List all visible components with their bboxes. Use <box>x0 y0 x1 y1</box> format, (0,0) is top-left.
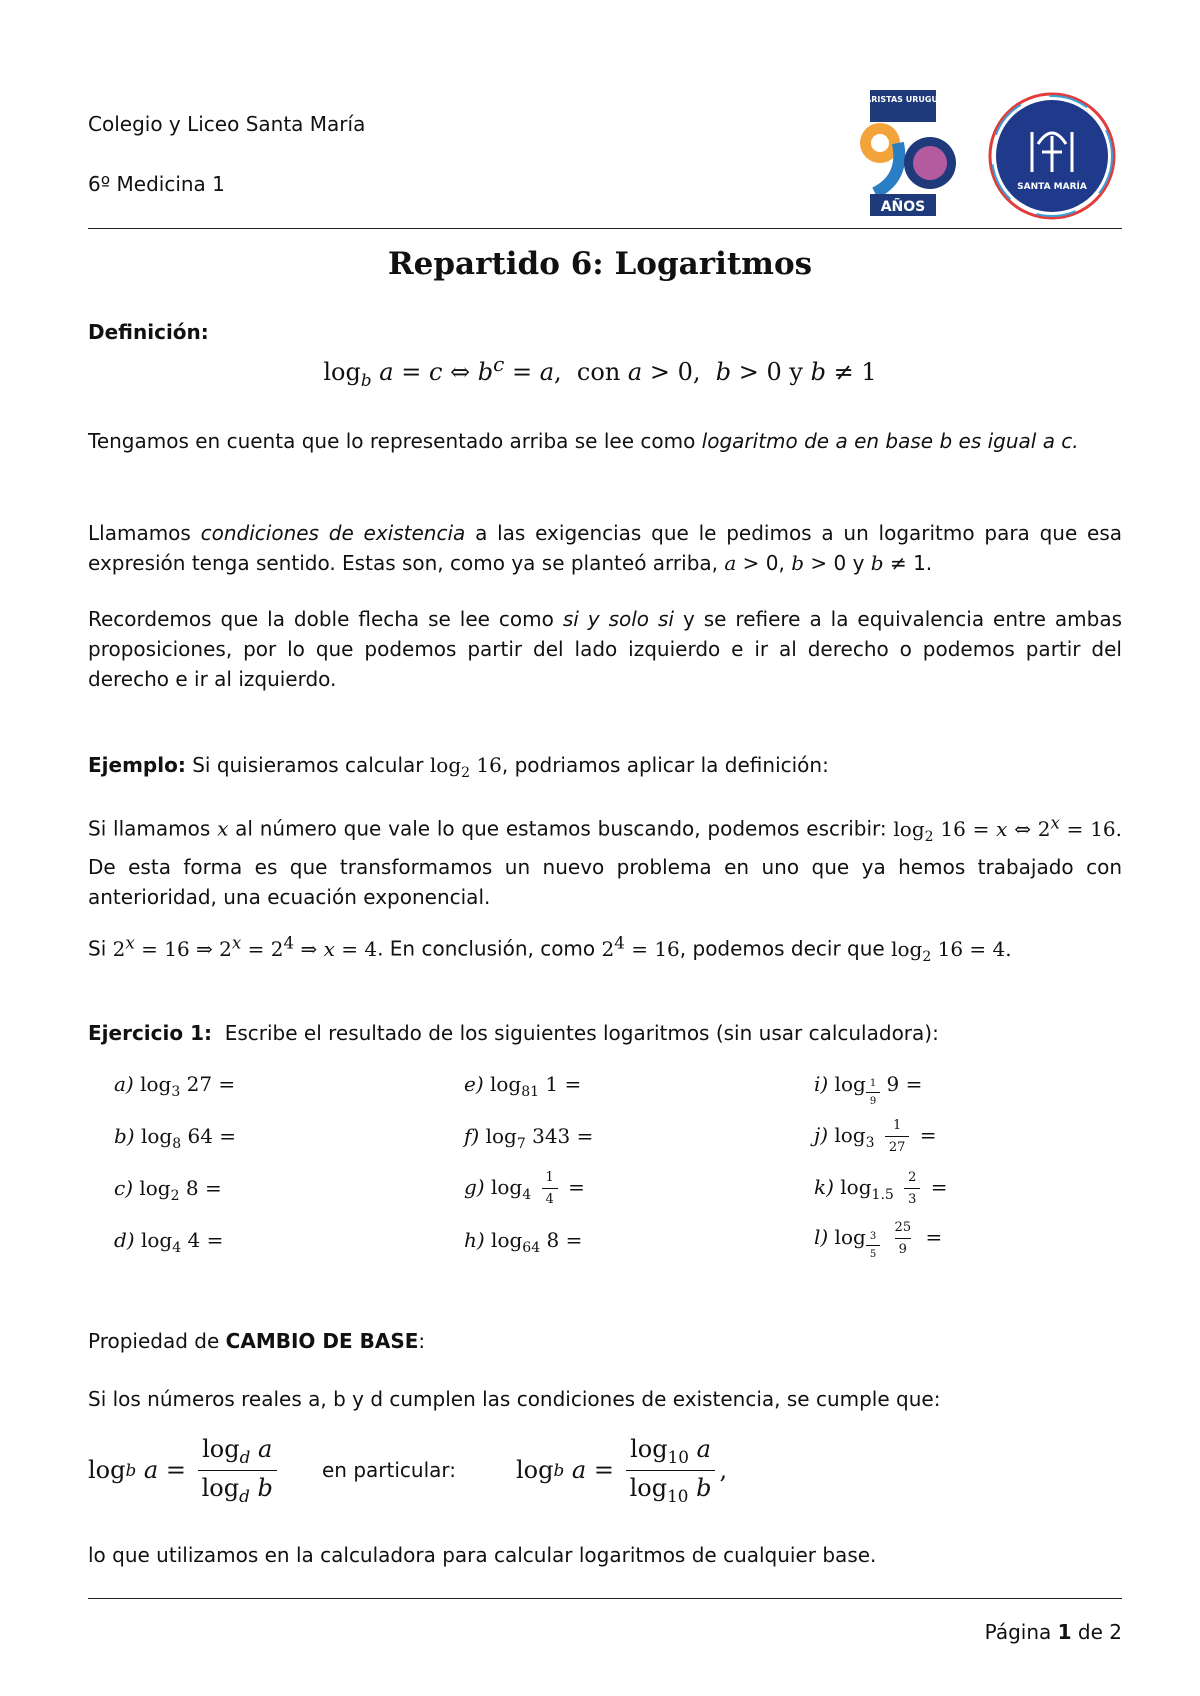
exercise-text: Escribe el resultado de los siguientes logaritmos (sin usar calculadora): <box>224 1021 939 1045</box>
exercise-item-h: h) $\log_{64} 8$ = <box>464 1228 583 1256</box>
exercise-item-d: d) $\log_4 4$ = <box>114 1228 224 1256</box>
page-footer <box>985 1620 1122 1644</box>
santa-maria-logo <box>988 92 1116 220</box>
definition-label: Definición: <box>88 320 209 344</box>
exercise-item-a: a) $\log_3 27$ = <box>114 1072 236 1100</box>
example-line-1: Ejemplo: Si quisieramos calcular $\log_2 16$, podriamos aplicar la definición: <box>88 753 829 781</box>
logo-right-text: SANTA MARÍA <box>1017 182 1087 192</box>
exercise-item-g: g) $\log_4$ $\frac{1}{4}$ = <box>464 1170 585 1207</box>
header-rule <box>88 228 1122 229</box>
example-line4-mid: . En conclusión, como <box>377 936 596 961</box>
exercise-header <box>88 1018 1122 1048</box>
p3-start: Recordemos que la doble flecha se lee como <box>88 607 554 631</box>
class-name: 6º Medicina 1 <box>88 172 225 196</box>
example-line2-start: Si llamamos <box>88 816 211 841</box>
page-title: Repartido 6: Logaritmos <box>387 246 813 282</box>
example-line1-end: , podriamos aplicar la definición: <box>501 753 829 777</box>
paragraph-conditions: Llamamos condiciones de existencia a las exigencias que le pedimos a un logaritmo para que esa expresión tenga sentido. Estas son, como ya se planteó arriba, a > 0, b > 0 y b ≠ 1. <box>88 521 1123 575</box>
footer-rule <box>88 1598 1122 1599</box>
footer-total: 2 <box>1109 1620 1122 1644</box>
change-base-condition: Si los números reales a, b y d cumplen las condiciones de existencia, se cumple que: <box>88 1387 941 1411</box>
p3-italic: si y solo si <box>562 607 674 631</box>
example-line4-mid2: , podemos decir que <box>679 936 885 961</box>
logo-left-top-text: MARISTAS URUGUAY <box>857 95 949 104</box>
change-base-closing: lo que utilizamos en la calculadora para calcular logaritmos de cualquier base. <box>88 1543 877 1567</box>
exercise-item-j: j) $\log_3$ $\frac{1}{27}$ = <box>814 1118 937 1155</box>
exercise-item-f: f) $\log_7 343$ = <box>464 1124 594 1152</box>
example-line2-mid: al número que vale lo que estamos buscando, podemos escribir: <box>235 816 887 841</box>
example-line4-start: Si <box>88 936 107 961</box>
logo-left-bottom-text: AÑOS <box>880 199 926 215</box>
exercise-label: Ejercicio 1: <box>88 1021 212 1045</box>
definition-con: con <box>576 358 621 386</box>
maristas-90-logo <box>850 88 960 218</box>
exercise-item-e: e) $\log_{81} 1$ = <box>464 1072 582 1100</box>
definition-formula: $\log_b a = c$ ⇔ $b^c = a$, con a > 0, b > 0 y b ≠ 1 <box>323 352 877 390</box>
example-label: Ejemplo: <box>88 753 186 777</box>
exercise-item-c: c) $\log_2 8$ = <box>114 1176 222 1204</box>
exercise-item-l: l) log $_{\frac{3}{5}}$ $\frac{25}{9}$ = <box>814 1220 943 1260</box>
p2-italic: condiciones de existencia <box>200 521 466 545</box>
example-line-4: Si $2^x = 16$ ⇒ $2^x = 2^4$ ⇒ x = 4. En conclusión, como $2^4 = 16$, podemos decir que $\log_2 16 = 4$. <box>88 933 1012 965</box>
example-line3: De esta forma es que transformamos un nuevo problema en uno que ya hemos trabajado con anterioridad, una ecuación exponencial. <box>88 854 1122 909</box>
footer-pagina: Página <box>984 1620 1052 1644</box>
footer-de: de <box>1077 1620 1103 1644</box>
paragraph-reading <box>88 426 1122 456</box>
change-base-formula: log b a = $\frac{\log_d a}{\log_d b}$ <box>88 1430 281 1510</box>
paragraph-equivalence <box>88 604 1122 694</box>
change-base-title <box>88 1326 1122 1356</box>
definition-y: y <box>789 358 803 386</box>
example-line-2: Si llamamos x al número que vale lo que estamos buscando, podemos escribir: $\log_2 16 = x$ ⇔ $2^x = 16$. De esta forma es que transformamos un nuevo problema en uno que ya hemos trabajado con anterioridad, una ecuación exponencial. <box>88 813 1123 909</box>
p3-end: y se refiere a la equivalencia entre ambas proposiciones, por lo que podemos partir del lado izquierdo e ir al derecho o podemos partir del derecho e ir al izquierdo. <box>88 607 1123 691</box>
exercise-item-k: k) $\log_{1.5}$ $\frac{2}{3}$ = <box>814 1170 948 1207</box>
example-line1-text: Si quisieramos calcular <box>192 753 424 777</box>
change-base-bold: CAMBIO DE BASE <box>225 1329 419 1353</box>
exercise-item-b: b) $\log_8 64$ = <box>114 1124 237 1152</box>
p2-mid: a las exigencias que le pedimos a un logaritmo para que esa expresión tenga sentido. Estas son, como ya se planteó arriba, <box>88 521 1123 575</box>
p1-start: Tengamos en cuenta que lo representado arriba se lee como <box>88 429 696 453</box>
change-base-formula-10: log b a = $\frac{\log_{10} a}{\log_{10} b}$ , <box>516 1434 728 1506</box>
change-base-intro: Propiedad de <box>88 1329 220 1353</box>
p1-italic: logaritmo de a en base b es igual a c. <box>701 429 1079 453</box>
en-particular-label: en particular: <box>322 1458 457 1482</box>
exercise-item-i: i) log $_{\frac{1}{9}}$ 9 = <box>814 1072 923 1107</box>
school-name: Colegio y Liceo Santa María <box>88 112 366 136</box>
footer-page: 1 <box>1057 1620 1072 1644</box>
change-base-colon: : <box>418 1329 426 1353</box>
p2-start: Llamamos <box>88 521 191 545</box>
